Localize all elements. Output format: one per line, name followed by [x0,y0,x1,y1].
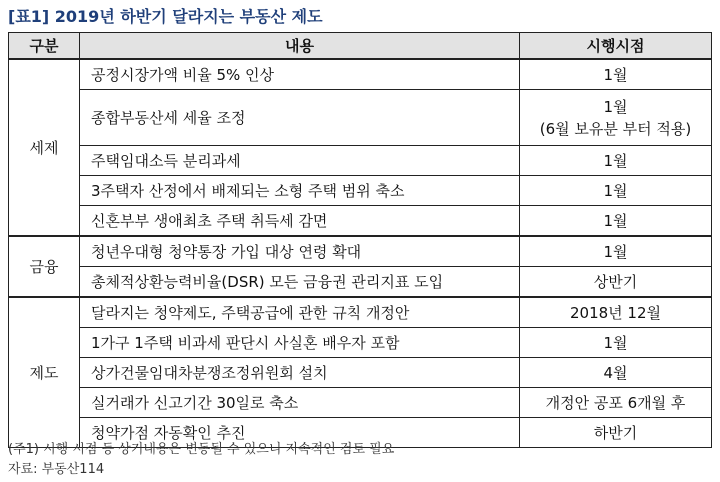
date-cell: 1월 [520,328,712,358]
date-cell [520,90,712,146]
header-date: 시행시점 [520,33,712,60]
table-row [9,146,712,176]
content-cell: 청년우대형 청약통장 가입 대상 연령 확대 [80,236,520,267]
category-cell: 금융 [9,236,80,297]
date-cell: 2018년 12월 [520,297,712,328]
header-row [9,33,712,60]
header-content: 내용 [80,33,520,60]
table-row [9,206,712,237]
content-cell: 상가건물임대차분쟁조정위원회 설치 [80,358,520,388]
category-cell: 세제 [9,59,80,236]
date-cell: 1월 [520,206,712,237]
content-cell: 달라지는 청약제도, 주택공급에 관한 규칙 개정안 [80,297,520,328]
footnotes [8,440,394,480]
date-cell: 1월 [520,236,712,267]
table-row [9,388,712,418]
date-note: (6월 보유분 부터 적용) [539,119,692,138]
table-row [9,328,712,358]
date-cell: 1월 [520,59,712,90]
table-row [9,236,712,267]
date-cell: 1월 [520,146,712,176]
content-cell: 3주택자 산정에서 배제되는 소형 주택 범위 축소 [80,176,520,206]
content-cell: 주택임대소득 분리과세 [80,146,520,176]
date-cell: 하반기 [520,418,712,448]
table-row [9,90,712,146]
table-row [9,297,712,328]
content-cell: 종합부동산세 세율 조정 [80,90,520,146]
date-value: 1월 [603,97,628,116]
category-cell: 제도 [9,297,80,448]
date-cell: 4월 [520,358,712,388]
source-note: 자료: 부동산114 [8,462,105,477]
table-title: [표1] 2019년 하반기 달라지는 부동산 제도 [8,7,323,26]
content-cell: 실거래가 신고기간 30일로 축소 [80,388,520,418]
footnote: (주1) 시행 시점 등 상기내용은 변동될 수 있으니 지속적인 검토 필요 [8,442,395,457]
content-cell: 공정시장가액 비율 5% 인상 [80,59,520,90]
content-cell: 총체적상환능력비율(DSR) 모든 금융권 관리지표 도입 [80,267,520,298]
content-cell: 청약가점 자동확인 추진 [80,418,520,448]
content-cell: 1가구 1주택 비과세 판단시 사실혼 배우자 포함 [80,328,520,358]
table-row [9,358,712,388]
content-cell: 신혼부부 생애최초 주택 취득세 감면 [80,206,520,237]
table-row [9,267,712,298]
table-row [9,176,712,206]
date-cell: 1월 [520,176,712,206]
date-cell: 상반기 [520,267,712,298]
date-cell: 개정안 공포 6개월 후 [520,388,712,418]
policy-table [8,32,712,448]
table-row [9,59,712,90]
header-category: 구분 [9,33,80,60]
